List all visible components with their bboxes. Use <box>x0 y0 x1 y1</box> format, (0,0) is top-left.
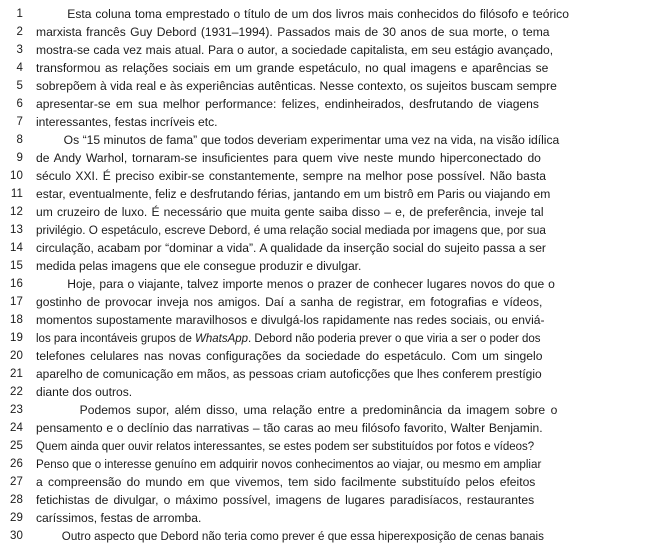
line-text: estar, eventualmente, feliz e desfrutando férias, jantando em um bistrô em Paris ou viajando em <box>36 187 551 201</box>
text-line <box>0 59 646 77</box>
text-line <box>0 347 646 365</box>
text-line <box>0 509 646 527</box>
line-text: mostra-se cada vez mais atual. Para o autor, a sociedade capitalista, em seu estágio avançado, <box>36 43 554 57</box>
line-text: caríssimos, festas de arromba. <box>36 511 202 525</box>
line-number: 28 <box>10 494 23 506</box>
line-number: 13 <box>10 224 23 236</box>
line-number: 5 <box>16 80 23 92</box>
line-text: medida pelas imagens que ele consegue produzir e divulgar. <box>36 259 362 273</box>
text-line <box>0 473 646 491</box>
line-text: a compreensão do mundo em que vivemos, tem sido facilmente substituído pelos efeitos <box>36 475 536 489</box>
line-number: 27 <box>10 476 23 488</box>
text-line <box>0 239 646 257</box>
line-number: 19 <box>10 332 23 344</box>
text-line <box>0 311 646 329</box>
line-number: 7 <box>16 116 23 128</box>
line-number: 14 <box>10 242 23 254</box>
line-text: Hoje, para o viajante, talvez importe menos o prazer de conhecer lugares novos do que o <box>36 277 555 291</box>
text-line <box>0 419 646 437</box>
line-number: 15 <box>10 260 23 272</box>
line-number: 11 <box>10 188 23 200</box>
text-line <box>0 23 646 41</box>
text-line <box>0 95 646 113</box>
text-line <box>0 401 646 419</box>
line-number: 24 <box>10 422 23 434</box>
line-text: privilégio. O espetáculo, escreve Debord, é uma relação social mediada por imagens que, por sua <box>36 223 546 237</box>
line-text: momentos supostamente maravilhosos e divulgá-los rapidamente nas redes sociais, ou enviá- <box>36 313 545 327</box>
line-number: 29 <box>10 512 23 524</box>
line-text: fetichistas de divulgar, o máximo possível, imagens de lugares paradisíacos, restaurantes <box>36 493 535 507</box>
line-number: 20 <box>10 350 23 362</box>
line-number: 8 <box>16 134 23 146</box>
line-text: marxista francês Guy Debord (1931–1994). Passados mais de 30 anos de sua morte, o tema <box>36 25 550 39</box>
text-line <box>0 77 646 95</box>
text-line <box>0 293 646 311</box>
text-line <box>0 383 646 401</box>
text-line <box>0 5 646 23</box>
line-number: 2 <box>16 26 23 38</box>
line-text: sobrepõem à vida real e às experiências autênticas. Nesse contexto, os sujeitos buscam sempre <box>36 79 557 93</box>
text-line <box>0 527 646 545</box>
line-text: Os “15 minutos de fama” que todos deveriam experimentar uma vez na vida, na visão idílica <box>36 133 560 147</box>
text-line <box>0 167 646 185</box>
line-text: telefones celulares nas novas configurações da sociedade do espetáculo. Com um singelo <box>36 349 543 363</box>
line-number: 21 <box>10 368 23 380</box>
line-text: aparelho de comunicação em mãos, as pessoas criam autoficções que lhes conferem prestígio <box>36 367 542 381</box>
line-number: 3 <box>16 44 23 56</box>
line-text: diante dos outros. <box>36 385 133 399</box>
line-number: 12 <box>10 206 23 218</box>
text-line <box>0 203 646 221</box>
text-line <box>0 455 646 473</box>
line-number: 1 <box>16 8 23 20</box>
line-number: 9 <box>16 152 23 164</box>
text-line <box>0 329 646 347</box>
italic-term: WhatsApp <box>195 331 249 345</box>
line-number: 18 <box>10 314 23 326</box>
line-text: de Andy Warhol, tornaram-se insuficientes para quem vive neste mundo hiperconectado do <box>36 151 541 165</box>
line-text: circulação, acabam por “dominar a vida”. A qualidade da inserção social do sujeito passa a ser <box>36 241 546 255</box>
text-line <box>0 41 646 59</box>
text-line <box>0 149 646 167</box>
text-line <box>0 131 646 149</box>
line-text: gostinho de provocar inveja nos amigos. Daí a sanha de registrar, em fotografias e vídeos, <box>36 295 543 309</box>
line-text: um cruzeiro de luxo. É necessário que muita gente saiba disso – e, de preferência, inveje tal <box>36 205 544 219</box>
line-text: Podemos supor, além disso, uma relação entre a predominância da imagem sobre o <box>36 403 558 417</box>
line-number: 10 <box>10 170 23 182</box>
line-number: 17 <box>10 296 23 308</box>
line-text: Outro aspecto que Debord não teria como prever é que essa hiperexposição de cenas banais <box>36 529 544 543</box>
line-text: século XXI. É preciso exibir-se constantemente, sempre na melhor pose possível. Não basta <box>36 169 546 183</box>
line-text: Esta coluna toma emprestado o título de um dos livros mais conhecidos do filósofo e teórico <box>36 7 569 21</box>
line-text: Penso que o interesse genuíno em adquirir novos conhecimentos ao viajar, ou mesmo em ampliar <box>36 457 542 471</box>
line-text: transformou as relações sociais em um grande espetáculo, no qual imagens e aparências se <box>36 61 549 75</box>
line-text: pensamento e o declínio das narrativas – tão caras ao meu filósofo favorito, Walter Benjamin. <box>36 421 543 435</box>
text-line <box>0 113 646 131</box>
line-number: 23 <box>10 404 23 416</box>
line-number: 30 <box>10 530 23 542</box>
line-number: 26 <box>10 458 23 470</box>
text-line <box>0 185 646 203</box>
text-line <box>0 275 646 293</box>
line-text: los para incontáveis grupos de WhatsApp. Debord não poderia prever o que viria a ser o poder dos <box>36 331 541 345</box>
line-number: 22 <box>10 386 23 398</box>
line-number: 16 <box>10 278 23 290</box>
line-text: apresentar-se em sua melhor performance: felizes, endinheirados, desfrutando de viagens <box>36 97 539 111</box>
line-number: 25 <box>10 440 23 452</box>
text-line <box>0 257 646 275</box>
text-line <box>0 221 646 239</box>
text-line <box>0 491 646 509</box>
line-text: Quem ainda quer ouvir relatos interessantes, se estes podem ser substituídos por fotos e vídeos? <box>36 439 535 453</box>
text-line <box>0 365 646 383</box>
text-line <box>0 437 646 455</box>
line-text: interessantes, festas incríveis etc. <box>36 115 218 129</box>
line-number: 4 <box>16 62 23 74</box>
line-number: 6 <box>16 98 23 110</box>
